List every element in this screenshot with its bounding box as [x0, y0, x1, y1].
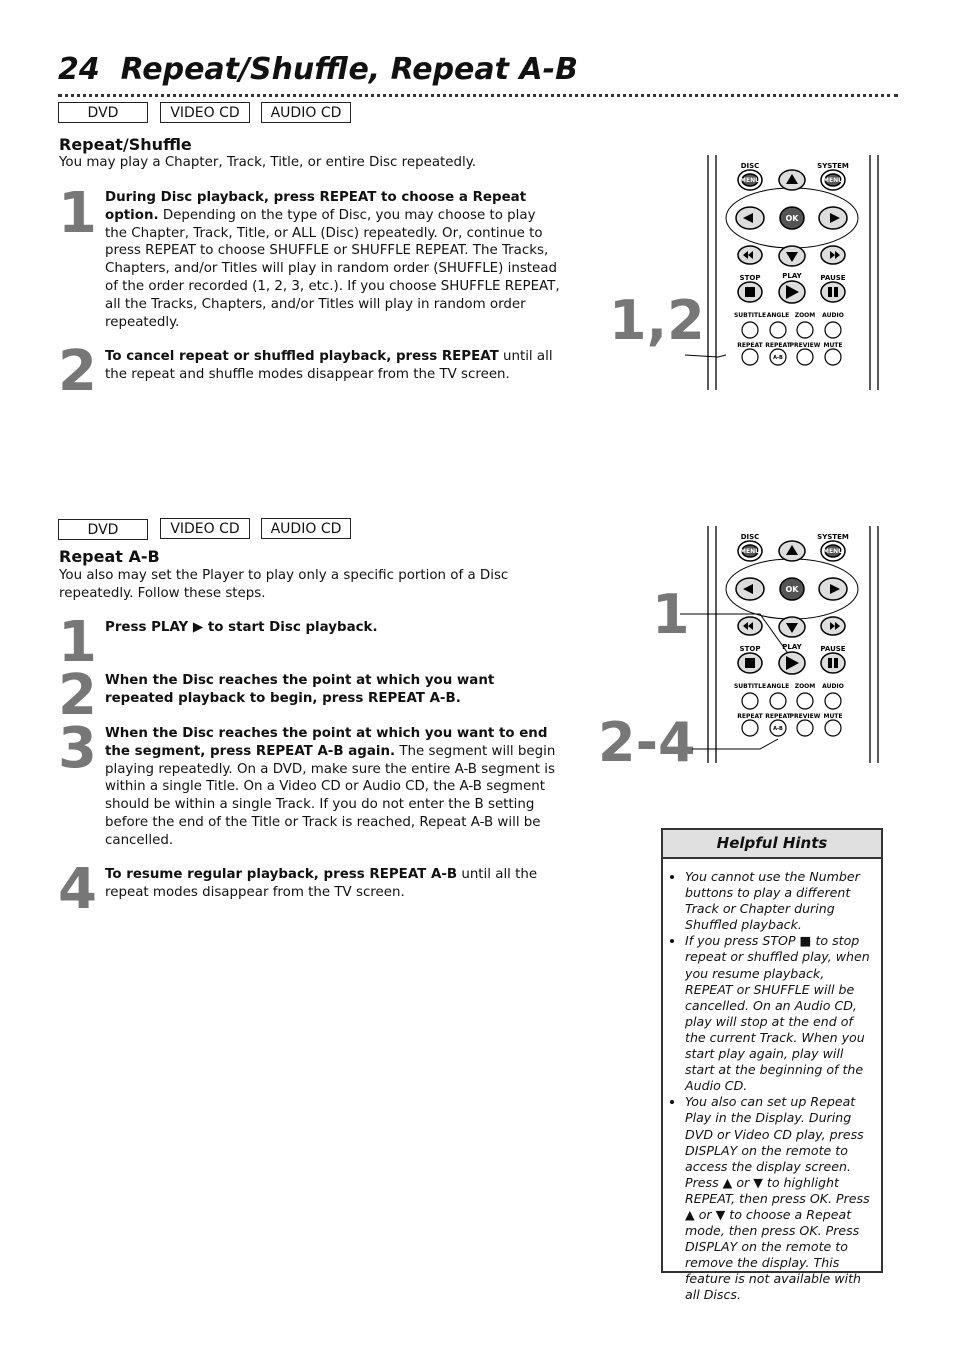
audio-label: AUDIO — [822, 312, 844, 319]
section-intro: You also may set the Player to play only a specific portion of a Disc repeatedly. Follow these steps. — [59, 568, 509, 601]
hints-list — [663, 869, 881, 1304]
repeat-label: REPEAT — [737, 713, 763, 720]
step-number: 2 — [58, 663, 97, 728]
audio-button — [825, 322, 841, 338]
page-title-text: Repeat/Shuffle, Repeat A-B — [120, 52, 578, 87]
preview-label: PREVIEW — [789, 342, 821, 349]
disc-tag-dvd: DVD — [58, 519, 148, 540]
preview-button — [797, 349, 813, 365]
disc-tag-audio-cd: AUDIO CD — [261, 102, 351, 123]
menu-label: MENU — [823, 548, 843, 555]
step-text — [105, 619, 560, 637]
stop-label: STOP — [739, 645, 761, 653]
step-text — [105, 348, 560, 384]
step-bold: Press PLAY ▶ to start Disc playback. — [105, 620, 378, 635]
disc-tag-dvd: DVD — [58, 102, 148, 123]
step-text — [105, 866, 560, 902]
menu-label: MENU — [740, 177, 760, 184]
step-body: The segment will begin playing repeatedly. On a DVD, make sure the entire A-B segment is within a single Title. On a Video CD or Audio CD, the A-B segment should be within a single Track. If you do not enter the B setting before the end of the Title or Track is reached, Repeat A-B will be cancelled. — [105, 743, 556, 848]
pause-button — [821, 653, 845, 673]
angle-button — [770, 693, 786, 709]
step-body: Depending on the type of Disc, you may choose to play the Chapter, Track, Title, or ALL (Disc) repeatedly. Or, continue to press REPEAT to choose SHUFFLE or SHUFFLE REPEAT. The Tracks, Chapters, and/or Titles will play in random order (SHUFFLE) instead of the order recorded (1, 2, 3, etc.). If you choose SHUFFLE REPEAT, all the Tracks, Chapters, and/or Titles will play in random order repeatedly. — [105, 207, 560, 330]
step-text — [105, 189, 560, 331]
helpful-hints-title: Helpful Hints — [663, 830, 881, 859]
section-heading-repeat-shuffle: Repeat/Shuffle — [59, 135, 192, 154]
mute-label: MUTE — [823, 342, 843, 349]
page-title — [58, 52, 578, 87]
step-body: until all the repeat and shuffle modes disappear from the TV screen. — [105, 349, 553, 382]
hint-item: • You also can set up Repeat Play in the Display. During DVD or Video CD play, press DISPLAY on the remote to access the display screen. Press ▲ or ▼ to highlight REPEAT, then press OK. Press ▲ or ▼ to choose a Repeat mode, then press OK. Press DISPLAY on the remote to remove the display. This feature is not available with all Discs. — [685, 1094, 873, 1303]
repeat-button — [742, 349, 758, 365]
remote-illustration — [590, 521, 890, 766]
step-text — [105, 672, 525, 708]
angle-label: ANGLE — [766, 683, 790, 690]
callout-number: 1,2 — [609, 289, 705, 352]
preview-button — [797, 720, 813, 736]
ok-label: OK — [785, 585, 799, 594]
audio-label: AUDIO — [822, 683, 844, 690]
system-label: SYSTEM — [817, 533, 849, 541]
disc-tag-audio-cd: AUDIO CD — [261, 518, 351, 539]
hint-item: • If you press STOP ■ to stop repeat or shuffled play, when you resume playback, REPEAT or SHUFFLE will be cancelled. On an Audio CD, play will stop at the end of the current Track. When you start play again, play will start at the beginning of the Audio CD. — [685, 933, 873, 1094]
mute-label: MUTE — [823, 713, 843, 720]
subtitle-label: SUBTITLE — [733, 312, 767, 319]
step-bold: When the Disc reaches the point at which you want to end the segment, press REPEAT A-B again. — [105, 726, 548, 759]
dotted-divider — [58, 94, 898, 97]
step-number: 1 — [58, 610, 97, 675]
disc-tag-video-cd: VIDEO CD — [160, 102, 250, 123]
menu-label: MENU — [823, 177, 843, 184]
step-number: 4 — [58, 857, 97, 922]
step-bold: To cancel repeat or shuffled playback, press REPEAT — [105, 349, 499, 364]
step-number: 1 — [58, 181, 97, 246]
step-number: 2 — [58, 339, 97, 404]
play-label: PLAY — [782, 643, 802, 651]
remote-illustration — [590, 150, 890, 395]
callout-number: 1 — [652, 583, 690, 646]
subtitle-button — [742, 693, 758, 709]
step-bold: When the Disc reaches the point at which you want repeated playback to begin, press REPEAT A-B. — [105, 673, 495, 706]
callout-number: 2-4 — [598, 711, 696, 774]
subtitle-button — [742, 322, 758, 338]
stop-label: STOP — [739, 274, 761, 282]
subtitle-label: SUBTITLE — [733, 683, 767, 690]
disc-label: DISC — [740, 533, 760, 541]
pause-label: PAUSE — [820, 645, 846, 653]
section-heading-repeat-ab: Repeat A-B — [59, 547, 160, 566]
angle-button — [770, 322, 786, 338]
ab-label: A-B — [773, 355, 783, 361]
step-text — [105, 725, 560, 850]
section-intro: You may play a Chapter, Track, Title, or entire Disc repeatedly. — [59, 155, 477, 170]
preview-label: PREVIEW — [789, 713, 821, 720]
mute-button — [825, 720, 841, 736]
repeat-label: REPEAT — [737, 342, 763, 349]
ok-label: OK — [785, 214, 799, 223]
repeat-ab-label: REPEAT — [765, 713, 791, 720]
pause-label: PAUSE — [820, 274, 846, 282]
zoom-button — [797, 322, 813, 338]
step-body: until all the repeat modes disappear from the TV screen. — [105, 867, 538, 900]
zoom-label: ZOOM — [794, 312, 816, 319]
step-bold: During Disc playback, press REPEAT to choose a Repeat option. — [105, 190, 527, 223]
step-number: 3 — [58, 716, 97, 781]
helpful-hints-box — [661, 828, 883, 1303]
zoom-button — [797, 693, 813, 709]
disc-tag-video-cd: VIDEO CD — [160, 518, 250, 539]
menu-label: MENU — [740, 548, 760, 555]
zoom-label: ZOOM — [794, 683, 816, 690]
repeat-button — [742, 720, 758, 736]
pause-button — [821, 282, 845, 302]
play-label: PLAY — [782, 272, 802, 280]
audio-button — [825, 693, 841, 709]
step-bold: To resume regular playback, press REPEAT A-B — [105, 867, 458, 882]
disc-label: DISC — [740, 162, 760, 170]
ab-label: A-B — [773, 726, 783, 732]
hint-item: • You cannot use the Number buttons to play a different Track or Chapter during Shuffled playback. — [685, 869, 873, 933]
page-number: 24 — [58, 52, 100, 87]
system-label: SYSTEM — [817, 162, 849, 170]
repeat-ab-label: REPEAT — [765, 342, 791, 349]
mute-button — [825, 349, 841, 365]
angle-label: ANGLE — [766, 312, 790, 319]
